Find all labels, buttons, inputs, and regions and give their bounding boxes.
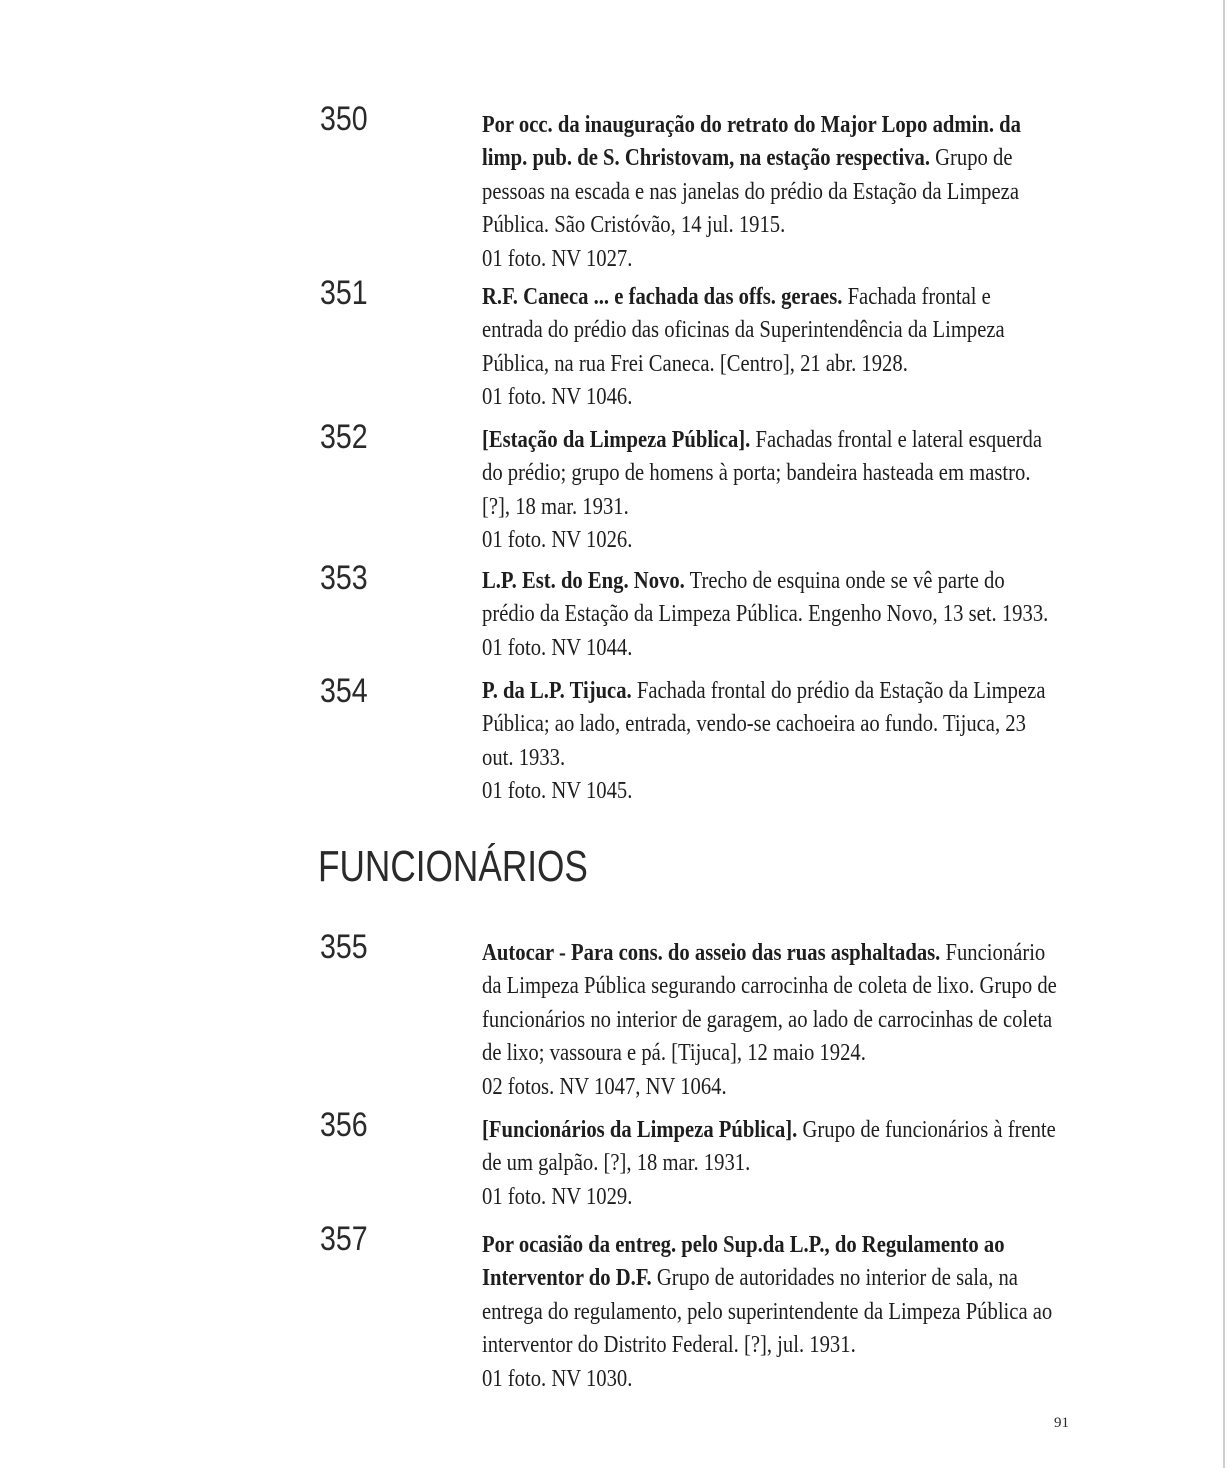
text-run: Pública. São Cristóvão, 14 jul. 1915. — [482, 212, 786, 239]
bold-title-run: Por occ. da inauguração do retrato do Major Lopo admin. da — [482, 112, 1021, 138]
entry-text — [482, 1229, 1053, 1396]
text-line — [482, 209, 1007, 242]
entry-number: 357 — [320, 1220, 368, 1258]
text-line — [482, 1004, 1053, 1037]
entry-number: 355 — [320, 928, 368, 966]
text-line — [482, 142, 1013, 175]
text-run: Funcionário — [940, 940, 1046, 966]
page-edge-shadow — [1223, 0, 1225, 1468]
text-run: 01 foto. NV 1046. — [482, 384, 633, 411]
text-line — [482, 1329, 1007, 1362]
text-run: Trecho de esquina onde se vê parte do — [684, 568, 1005, 594]
text-line — [482, 937, 1046, 970]
text-line — [482, 565, 1007, 598]
text-line — [482, 314, 1007, 347]
text-line — [482, 524, 1007, 557]
text-line — [482, 1114, 1056, 1147]
text-line — [482, 424, 1043, 457]
text-line — [482, 1181, 1007, 1214]
entry-text — [482, 565, 1049, 665]
text-line — [482, 1363, 1007, 1396]
text-run: de um galpão. [?], 18 mar. 1931. — [482, 1150, 751, 1177]
bold-title-run: limp. pub. de S. Christovam, na estação respectiva. — [482, 145, 930, 172]
text-line — [482, 243, 1007, 276]
text-line — [482, 348, 1007, 381]
text-line — [482, 675, 1046, 708]
text-run: Fachada frontal e — [842, 284, 991, 310]
entry-text — [482, 675, 1046, 809]
text-run: Fachadas frontal e lateral esquerda — [750, 427, 1043, 453]
text-run: 01 foto. NV 1027. — [482, 245, 633, 272]
text-run: 01 foto. NV 1026. — [482, 527, 633, 554]
text-run: pessoas na escada e nas janelas do prédio da Estação da Limpeza — [482, 178, 1019, 205]
entry-text — [482, 937, 1057, 1104]
text-run: prédio da Estação da Limpeza Pública. Engenho Novo, 13 set. 1933. — [482, 601, 1049, 628]
entry-number: 353 — [320, 559, 368, 597]
entry-text — [482, 424, 1043, 558]
text-line — [482, 742, 1007, 775]
text-line — [482, 1147, 1007, 1180]
entry-number: 351 — [320, 274, 368, 312]
text-run: [?], 18 mar. 1931. — [482, 493, 629, 520]
entry-number: 356 — [320, 1106, 368, 1144]
text-line — [482, 381, 1007, 414]
bold-title-run: P. da L.P. Tijuca. — [482, 678, 632, 704]
bold-title-run: [Funcionários da Limpeza Pública]. — [482, 1117, 798, 1143]
text-run: 01 foto. NV 1044. — [482, 634, 633, 661]
text-line — [482, 1262, 1018, 1295]
text-run: do prédio; grupo de homens à porta; bandeira hasteada em mastro. — [482, 460, 1031, 487]
page-number: 91 — [1054, 1415, 1069, 1431]
text-line — [482, 970, 1057, 1003]
text-line — [482, 109, 1021, 142]
bold-title-run: Interventor do D.F. — [482, 1265, 652, 1292]
text-run: de lixo; vassoura e pá. [Tijuca], 12 maio 1924. — [482, 1040, 866, 1067]
text-run: 01 foto. NV 1030. — [482, 1365, 633, 1392]
text-run: Fachada frontal do prédio da Estação da Limpeza — [631, 678, 1046, 704]
bold-title-run: Autocar - Para cons. do asseio das ruas asphaltadas. — [482, 940, 941, 966]
bold-title-run: L.P. Est. do Eng. Novo. — [482, 568, 685, 594]
bold-title-run: Por ocasião da entreg. pelo Sup.da L.P., do Regulamento ao — [482, 1232, 1005, 1258]
text-run: 01 foto. NV 1029. — [482, 1183, 633, 1210]
text-line — [482, 457, 1031, 490]
text-run: Pública; ao lado, entrada, vendo-se cachoeira ao fundo. Tijuca, 23 — [482, 711, 1026, 738]
text-line — [482, 491, 1007, 524]
entry-text — [482, 1114, 1056, 1214]
section-heading: FUNCIONÁRIOS — [318, 842, 588, 891]
text-line — [482, 1229, 1007, 1262]
text-run: out. 1933. — [482, 744, 566, 771]
entry-number: 350 — [320, 100, 368, 138]
text-run: Grupo de autoridades no interior de sala, na — [651, 1265, 1018, 1292]
text-line — [482, 176, 1019, 209]
text-line — [482, 281, 1007, 314]
text-line — [482, 598, 1049, 631]
bold-title-run: R.F. Caneca ... e fachada das offs. geraes. — [482, 284, 843, 310]
entry-number: 354 — [320, 672, 368, 710]
text-line — [482, 1071, 1007, 1104]
text-line — [482, 1037, 1007, 1070]
text-run: da Limpeza Pública segurando carrocinha de coleta de lixo. Grupo de — [482, 973, 1057, 1000]
bold-title-run: [Estação da Limpeza Pública]. — [482, 427, 751, 453]
text-run: Grupo de — [929, 145, 1013, 172]
text-run: Pública, na rua Frei Caneca. [Centro], 21 abr. 1928. — [482, 350, 908, 377]
text-line — [482, 632, 1007, 665]
text-run: 02 fotos. NV 1047, NV 1064. — [482, 1073, 727, 1100]
text-line — [482, 1296, 1053, 1329]
text-run: Grupo de funcionários à frente — [797, 1117, 1056, 1143]
entry-text — [482, 281, 1007, 415]
text-run: 01 foto. NV 1045. — [482, 778, 633, 805]
entry-number: 352 — [320, 418, 368, 456]
text-run: funcionários no interior de garagem, ao lado de carrocinhas de coleta — [482, 1006, 1053, 1033]
text-run: entrada do prédio das oficinas da Superintendência da Limpeza — [482, 317, 1005, 344]
entry-text — [482, 109, 1021, 276]
text-run: entrega do regulamento, pelo superintendente da Limpeza Pública ao — [482, 1298, 1053, 1325]
text-run: interventor do Distrito Federal. [?], jul. 1931. — [482, 1332, 856, 1359]
text-line — [482, 775, 1007, 808]
text-line — [482, 708, 1026, 741]
